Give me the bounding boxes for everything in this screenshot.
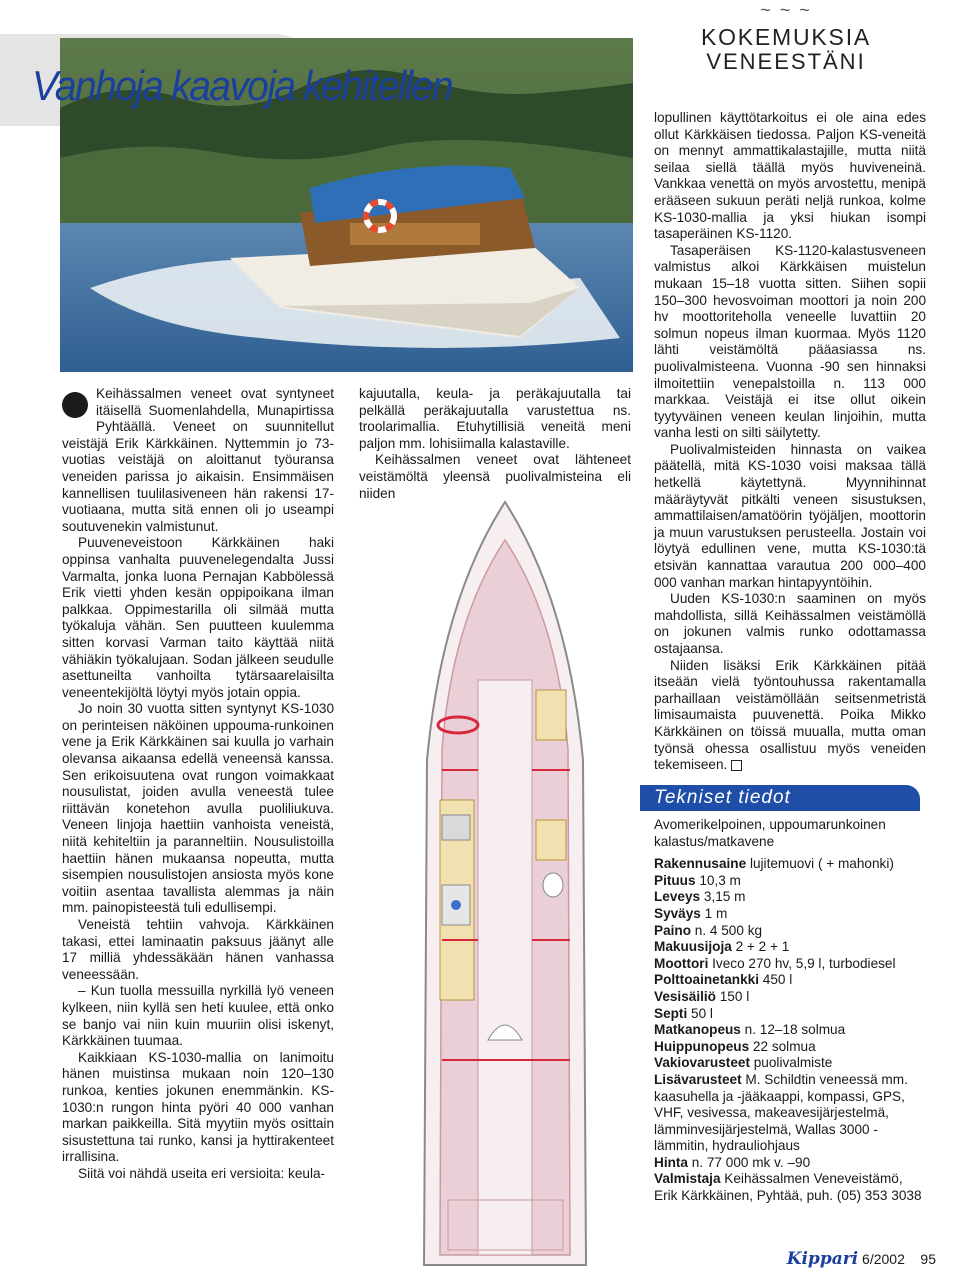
paragraph-text: Niiden lisäksi Erik Kärkkäinen pitää itseään vielä työntouhussa rakentamalla parhaillaan veistämöllään seitsenmetristä limisaumaista puuvenettä. Poika Mikko Kärkkäinen on töissä muualla, mutta oman työnsä ohessa osallistuu myös veneiden tekemiseen.	[654, 657, 926, 773]
spec-row	[654, 989, 929, 1006]
page-footer	[766, 1249, 936, 1269]
tekniset-intro: Avomerikelpoinen, uppoumarunkoinen kalastus/matkavene	[654, 817, 886, 849]
spec-value: 10,3 m	[695, 872, 741, 888]
paragraph: – Kun tuolla messuilla nyrkillä lyö veneen kylkeen, niin kyllä sen heti kuulee, että onko se banjo vai niin kuin muuriin olisi iskenyt, Kärkkäinen tuumaa.	[62, 983, 334, 1049]
spec-label: Vesisäiliö	[654, 988, 716, 1004]
tekniset-box	[654, 817, 929, 1205]
spec-value: 3,15 m	[700, 889, 746, 905]
spec-value: 450 l	[759, 972, 793, 988]
paragraph: Jo noin 30 vuotta sitten syntynyt KS-1030 on perinteisen näköinen uppouma-runkoinen vene ja Erik Kärkkäinen sai kuulla jo varhain olevansa aikaansa edellä veneensä kanssa. Sen erikoisuutena ovat rungon voimakkaat nousulistat, joiden avulla veneestä tulee riittävän konetehon avulla puoliliukuva. Veneen linjoja haettiin vanhoista veneistä, niitä kehiteltiin ja paranneltiin. Nousulistoilla haettiin hänen mukaansa nopeutta, mutta sisempien nousulistojen ansiosta myös kone voitiin asentaa tavallista alemmas ja näin mm. painopisteestä tuli edullisempi.	[62, 701, 334, 916]
spec-label: Polttoainetankki	[654, 972, 759, 988]
spec-row	[654, 956, 929, 973]
spec-row	[654, 1155, 929, 1172]
spec-row	[654, 1072, 929, 1155]
spec-value: lujitemuovi ( + mahonki)	[746, 856, 894, 872]
spec-label: Hinta	[654, 1154, 688, 1170]
paragraph: kajuutalla, keula- ja peräkajuutalla tai pelkällä peräkajuutalla varustettua ns. troolarimallia. Etuhytillisiä veneitä meni paljon mm. lohisiimalla kalastaville.	[359, 386, 631, 451]
spec-value: M. Schildtin veneessä mm. kaasuhella ja -jääkaappi, kompassi, GPS, VHF, vesivessa, makeavesijärjestelmä, lämminvesijärjestelmä, Wallas 3000 -lämmitin, hydrauliohjaus	[654, 1071, 908, 1154]
spec-value: n. 12–18 solmua	[740, 1022, 846, 1038]
spec-row	[654, 906, 929, 923]
paragraph: Puuveneveistoon Kärkkäinen haki oppinsa vanhalta puuvenelegendalta Jussi Varmalta, jonka luona Pernajan Kabbölessä Erik vietti yhden kesän oppipoikana ilman palkkaa. Oppimestarilla oli silmää mutta työkaluja vähän. Sen puutteen kuulemma sitten korvasi Varman taito käyttää niitä vähiäkin työkalujaan. Sodan jälkeen seudulle asettuneilta vanhoilta tytärsaarelaisilta veneentekijöltä löytyi myös jotain oppia.	[62, 535, 334, 700]
spec-label: Matkanopeus	[654, 1022, 741, 1038]
spec-label: Leveys	[654, 889, 701, 905]
dropcap-circle	[62, 392, 88, 418]
spec-row	[654, 939, 929, 956]
paragraph: Keihässalmen veneet ovat syntyneet itäisellä Suomenlahdella, Munapirtissa Pyhtäällä. Veneet on suunnitellut veistäjä Erik Kärkkäinen. Nyttemmin jo 73-vuotias veistäjä on aloittanut työuransa veneiden parissa jo aikaisin. Ensimmäisen kannellisen tuulilasiveneen hän rakensi 17-vuotiaana, mutta sitä ennen oli jo useampi soutuvenekin valmistunut.	[62, 386, 334, 534]
spec-value: 150 l	[715, 988, 750, 1004]
spec-label: Lisävarusteet	[654, 1071, 742, 1087]
spec-row	[654, 1171, 929, 1204]
spec-label: Vakiovarusteet	[654, 1055, 750, 1071]
spec-value: puolivalmiste	[749, 1055, 833, 1071]
spec-value: n. 77 000 mk v. –90	[687, 1154, 811, 1170]
end-mark-square	[731, 760, 742, 771]
section-brand	[678, 0, 894, 106]
issue-number: 6/2002	[862, 1251, 905, 1267]
ornament-top: ~ ~ ~	[760, 0, 812, 20]
spec-value: 50 l	[687, 1005, 713, 1021]
paragraph: Puolivalmisteiden hinnasta on vaikea päätellä, mitä KS-1030 voisi maksaa tällä hetkellä käytettynä. Myynnihinnat määräytyvät pitkälti veneen sisustuksen, ammattilaisen/amatöörin työjäljen, moottorin ja muun varustuksen perusteella. Jostain voi löytyä edullinen vene, mutta KS-1030:tä etsivän kannattaa varautua 200 000–400 000 vanhan markan hintapyyntöihin.	[654, 441, 926, 590]
article-column-3	[654, 110, 926, 774]
spec-row	[654, 972, 929, 989]
page-title: Vanhoja kaavoja kehitellen	[32, 62, 452, 109]
paragraph: Uuden KS-1030:n saaminen on myös mahdollista, sillä Keihässalmen veistämöllä on jokunen valmis runko odottamassa ostajaansa.	[654, 591, 926, 656]
spec-label: Huippunopeus	[654, 1038, 750, 1054]
spec-label: Pituus	[654, 872, 696, 888]
article-column-2	[359, 386, 631, 502]
spec-row	[654, 1022, 929, 1039]
tekniset-heading: Tekniset tiedot	[640, 785, 920, 811]
spec-value: n. 4 500 kg	[691, 922, 763, 938]
paragraph: lopullinen käyttötarkoitus ei ole aina edes ollut Kärkkäisen tiedossa. Paljon KS-veneitä on mennyt ammattikalastajille, mutta niitä seilaa siellä täällä myös huviveneinä. Vankkaa venettä on myös arvostettu, menipä erääseen sukuun peräti neljä runkoa, kolme KS-1030-mallia ja yksi hiukan isompi tasaperäinen KS-1120.	[654, 110, 926, 242]
spec-row	[654, 1055, 929, 1072]
spec-row	[654, 1039, 929, 1056]
spec-row	[654, 1006, 929, 1023]
deck-plan	[418, 500, 593, 1272]
paragraph: Veneistä tehtiin vahvoja. Kärkkäinen takasi, ettei laminaatin paksuus jäänyt alle 17 milliä yhdessäkään hänen vanhassa veneessään.	[62, 917, 334, 982]
brand-line-1: KOKEMUKSIA	[700, 24, 872, 50]
spec-label: Septi	[654, 1005, 688, 1021]
spec-label: Rakennusaine	[654, 856, 747, 872]
page-number: 95	[920, 1251, 936, 1267]
spec-value: Iveco 270 hv, 5,9 l, turbodiesel	[708, 955, 896, 971]
paragraph: Tasaperäisen KS-1120-kalastusveneen valmistus alkoi Kärkkäisen muistelun mukaan 15–18 vuotta sitten. Siihen sopii 150–300 hevosvoiman moottori ja noin 200 hv moottoriteholla veneelle luvattiin 20 solmun nopeus ilman kuormaa. Myös 1120 lähti veistämöltä pääasiassa ns. puolivalmisteena. Vuonna -90 sen hinnaksi ilmoitettiin venepalstoilla n. 113 000 markkaa. Veistäjä ei itse ollut oikein tyytyväinen veneen keulan linjoihin, mutta vanha lesti on silti säilytetty.	[654, 242, 926, 441]
paragraph: Keihässalmen veneet ovat lähteneet veistämöltä yleensä puolivalmisteina eli niiden	[359, 452, 631, 501]
paragraph-last	[654, 658, 926, 774]
spec-label: Valmistaja	[654, 1171, 721, 1187]
spec-row	[654, 873, 929, 890]
spec-label: Moottori	[654, 955, 709, 971]
spec-value: 22 solmua	[749, 1038, 816, 1054]
magazine-logo: Kippari	[786, 1249, 859, 1269]
spec-value: 1 m	[700, 905, 728, 921]
spec-value: Keihässalmen Veneveistämö, Erik Kärkkäinen, Pyhtää, puh. (05) 353 3038	[654, 1171, 922, 1204]
spec-label: Syväys	[654, 905, 701, 921]
paragraph: Kaikkiaan KS-1030-mallia on lanimoitu hänen muistinsa mukaan noin 120–130 runkoa, kenties jokunen enemmänkin. KS-1030:n rungon hinta pyöri 40 000 vanhan markan paikkeilla. Sitä myytiin myös osittain sisustettuna tai runko, kansi ja hyttirakenteet irrallisina.	[62, 1049, 334, 1165]
paragraph: Siitä voi nähdä useita eri versioita: keula-	[78, 1165, 326, 1181]
brand-line-2: VENEESTÄNI	[706, 49, 866, 74]
spec-value: 2 + 2 + 1	[731, 939, 790, 955]
article-column-1	[62, 386, 334, 1183]
spec-label: Paino	[654, 922, 692, 938]
spec-row	[654, 923, 929, 940]
spec-row	[654, 889, 929, 906]
spec-label: Makuusijoja	[654, 939, 732, 955]
spec-row	[654, 856, 929, 873]
tekniset-rows	[654, 856, 929, 1204]
